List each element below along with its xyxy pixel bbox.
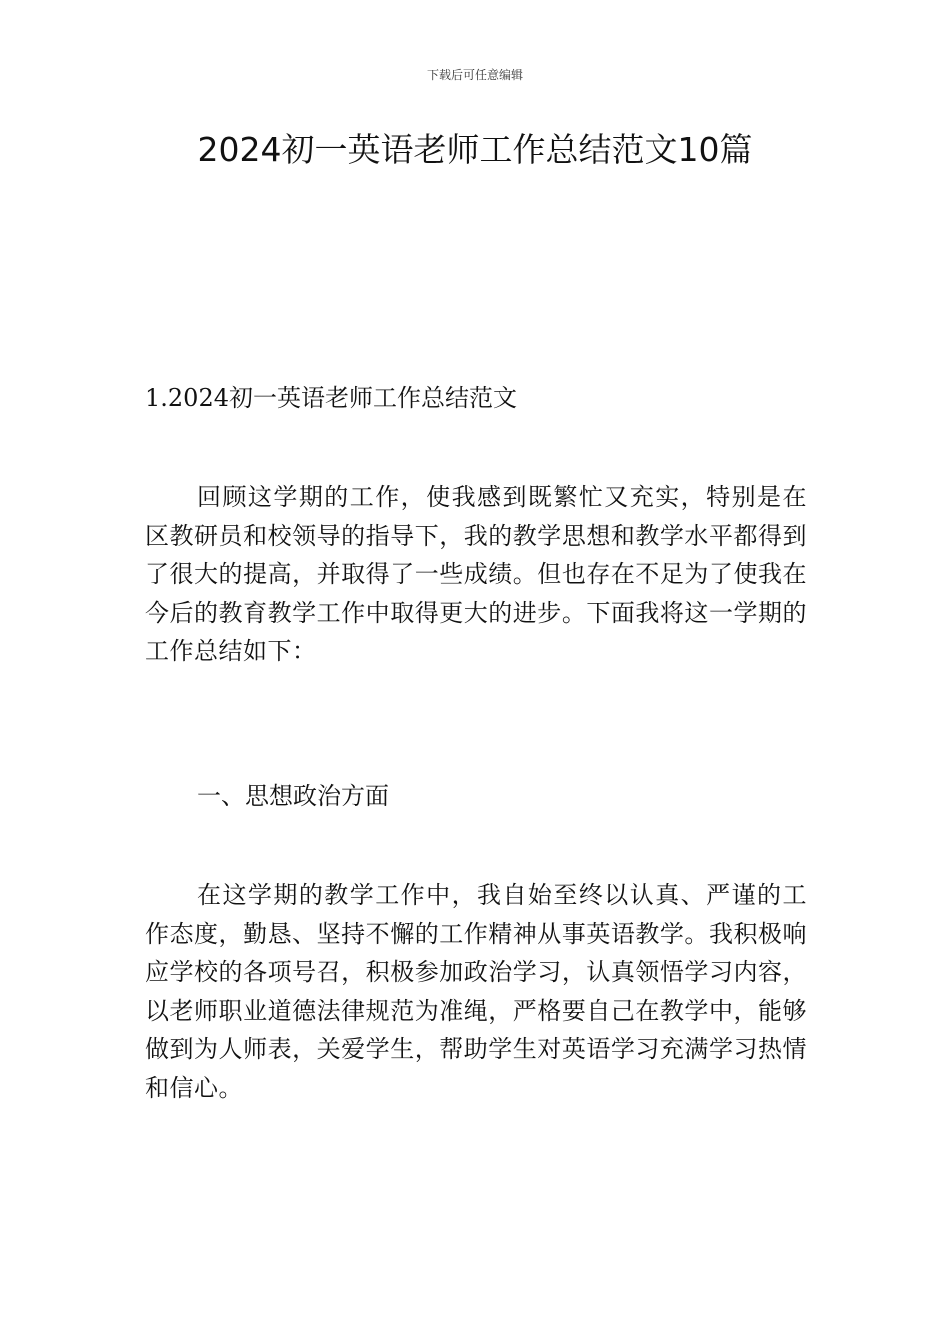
paragraph-ideology-politics: 在这学期的教学工作中，我自始至终以认真、严谨的工作态度，勤恳、坚持不懈的工作精神从事英语教学。我积极响应学校的各项号召，积极参加政治学习，认真领悟学习内容，以老师职业道德法律规范为准绳，严格要自己在教学中，能够做到为人师表，关爱学生，帮助学生对英语学习充满学习热情和信心。 (145, 881, 807, 1102)
section-title: 1.2024初一英语老师工作总结范文 (145, 384, 517, 412)
document-title: 2024初一英语老师工作总结范文10篇 (197, 130, 753, 169)
heading-ideology-politics: 一、思想政治方面 (197, 782, 389, 810)
paragraph-intro: 回顾这学期的工作，使我感到既繁忙又充实，特别是在区教研员和校领导的指导下，我的教学思想和教学水平都得到了很大的提高，并取得了一些成绩。但也存在不足为了使我在今后的教育教学工作中取得更大的进步。下面我将这一学期的工作总结如下： (145, 483, 807, 665)
header-note: 下载后可任意编辑 (426, 68, 523, 82)
